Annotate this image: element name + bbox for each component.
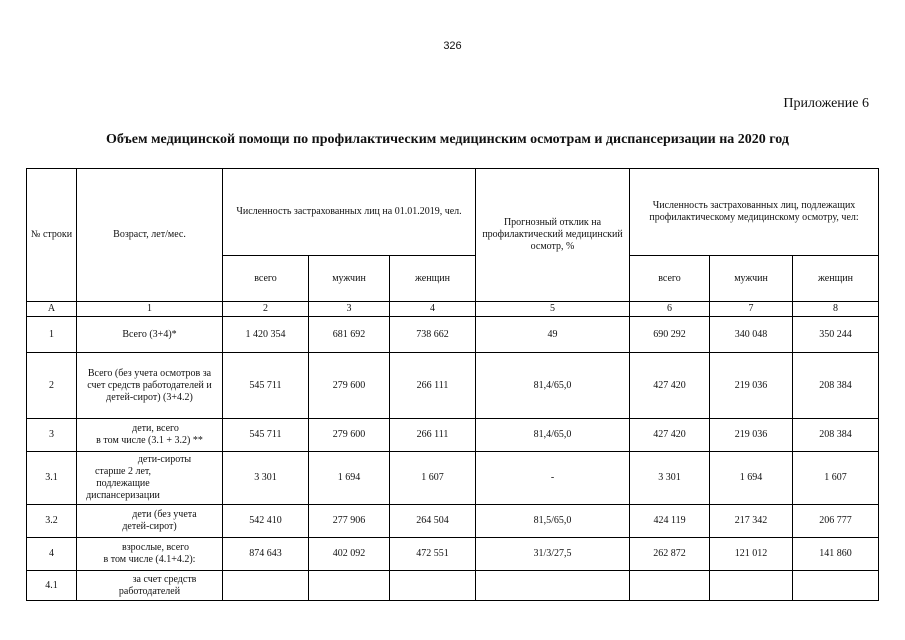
cell-subject-women: 141 860 bbox=[793, 538, 879, 571]
cell-subject-women: 208 384 bbox=[793, 353, 879, 419]
cell-subject-total: 427 420 bbox=[630, 419, 710, 452]
index-cell: 1 bbox=[77, 302, 223, 317]
row-number: 4.1 bbox=[27, 571, 77, 601]
header-subject-men: мужчин bbox=[710, 256, 793, 302]
cell-subject-total: 690 292 bbox=[630, 317, 710, 353]
index-cell: 7 bbox=[710, 302, 793, 317]
cell-insured-total: 874 643 bbox=[223, 538, 309, 571]
cell-insured-total: 545 711 bbox=[223, 419, 309, 452]
document-title: Объем медицинской помощи по профилактическим медицинским осмотрам и диспансеризации на 2020 год bbox=[106, 132, 789, 147]
cell-subject-total: 3 301 bbox=[630, 452, 710, 505]
cell-subject-total: 424 119 bbox=[630, 505, 710, 538]
cell-insured-total bbox=[223, 571, 309, 601]
index-cell: А bbox=[27, 302, 77, 317]
cell-insured-women: 266 111 bbox=[390, 353, 476, 419]
header-response: Прогнозный отклик на профилактический медицинский осмотр, % bbox=[476, 169, 630, 302]
cell-insured-women: 472 551 bbox=[390, 538, 476, 571]
cell-insured-men: 402 092 bbox=[309, 538, 390, 571]
cell-insured-men: 279 600 bbox=[309, 353, 390, 419]
row-age-line2: в том числе (4.1+4.2): bbox=[103, 554, 196, 565]
cell-subject-men: 121 012 bbox=[710, 538, 793, 571]
header-subject-women: женщин bbox=[793, 256, 879, 302]
cell-insured-men: 1 694 bbox=[309, 452, 390, 505]
table-row bbox=[27, 505, 879, 538]
table-row bbox=[27, 419, 879, 452]
row-age bbox=[77, 419, 223, 452]
index-cell: 6 bbox=[630, 302, 710, 317]
row-age: Всего (без учета осмотров за счет средств работодателей и детей-сирот) (3+4.2) bbox=[77, 353, 223, 419]
row-age bbox=[77, 571, 223, 601]
header-insured-men: мужчин bbox=[309, 256, 390, 302]
appendix-label: Приложение 6 bbox=[783, 96, 869, 111]
data-table bbox=[26, 168, 879, 601]
row-age-line2: в том числе (3.1 + 3.2) ** bbox=[96, 435, 203, 446]
cell-response: 31/3/27,5 bbox=[476, 538, 630, 571]
row-age-line2: старше 2 лет, подлежащие диспансеризации bbox=[86, 466, 160, 501]
cell-response: 81,5/65,0 bbox=[476, 505, 630, 538]
cell-insured-total: 3 301 bbox=[223, 452, 309, 505]
row-number: 4 bbox=[27, 538, 77, 571]
cell-subject-women: 1 607 bbox=[793, 452, 879, 505]
cell-subject-total bbox=[630, 571, 710, 601]
table-row bbox=[27, 538, 879, 571]
row-number: 3 bbox=[27, 419, 77, 452]
row-number: 1 bbox=[27, 317, 77, 353]
row-number: 3.1 bbox=[27, 452, 77, 505]
page-number: 326 bbox=[443, 40, 462, 52]
cell-subject-men: 1 694 bbox=[710, 452, 793, 505]
row-age-line1: дети-сироты bbox=[137, 454, 192, 465]
row-age-line1: за счет средств bbox=[132, 573, 197, 585]
index-cell: 8 bbox=[793, 302, 879, 317]
cell-response: - bbox=[476, 452, 630, 505]
cell-insured-men: 277 906 bbox=[309, 505, 390, 538]
cell-subject-men: 219 036 bbox=[710, 419, 793, 452]
row-age bbox=[77, 452, 223, 505]
row-age-line1: дети (без учета bbox=[132, 509, 197, 520]
cell-insured-total: 1 420 354 bbox=[223, 317, 309, 353]
index-cell: 4 bbox=[390, 302, 476, 317]
header-age: Возраст, лет/мес. bbox=[77, 169, 223, 302]
table-row bbox=[27, 571, 879, 601]
table-row bbox=[27, 353, 879, 419]
cell-insured-women bbox=[390, 571, 476, 601]
cell-insured-total: 542 410 bbox=[223, 505, 309, 538]
index-cell: 3 bbox=[309, 302, 390, 317]
table-row bbox=[27, 452, 879, 505]
cell-subject-women bbox=[793, 571, 879, 601]
index-cell: 5 bbox=[476, 302, 630, 317]
row-number: 2 bbox=[27, 353, 77, 419]
cell-insured-women: 1 607 bbox=[390, 452, 476, 505]
cell-insured-total: 545 711 bbox=[223, 353, 309, 419]
row-age-line1: взрослые, всего bbox=[121, 542, 190, 553]
cell-response bbox=[476, 571, 630, 601]
cell-subject-total: 262 872 bbox=[630, 538, 710, 571]
cell-subject-total: 427 420 bbox=[630, 353, 710, 419]
row-age-line2: работодателей bbox=[118, 585, 181, 597]
header-subject-total: всего bbox=[630, 256, 710, 302]
cell-response: 49 bbox=[476, 317, 630, 353]
row-age bbox=[77, 538, 223, 571]
cell-insured-men: 681 692 bbox=[309, 317, 390, 353]
row-age bbox=[77, 505, 223, 538]
cell-insured-women: 264 504 bbox=[390, 505, 476, 538]
header-insured-total: всего bbox=[223, 256, 309, 302]
cell-insured-men bbox=[309, 571, 390, 601]
cell-response: 81,4/65,0 bbox=[476, 353, 630, 419]
header-insured-women: женщин bbox=[390, 256, 476, 302]
cell-subject-women: 206 777 bbox=[793, 505, 879, 538]
row-number: 3.2 bbox=[27, 505, 77, 538]
table-row bbox=[27, 317, 879, 353]
header-row-no: № строки bbox=[27, 169, 77, 302]
row-age: Всего (3+4)* bbox=[77, 317, 223, 353]
cell-subject-men: 217 342 bbox=[710, 505, 793, 538]
index-row bbox=[27, 302, 879, 317]
header-insured: Численность застрахованных лиц на 01.01.2019, чел. bbox=[223, 169, 476, 256]
cell-insured-women: 738 662 bbox=[390, 317, 476, 353]
cell-subject-women: 208 384 bbox=[793, 419, 879, 452]
index-cell: 2 bbox=[223, 302, 309, 317]
cell-insured-men: 279 600 bbox=[309, 419, 390, 452]
header-subject: Численность застрахованных лиц, подлежащих профилактическому медицинскому осмотру, чел: bbox=[630, 169, 879, 256]
cell-subject-men: 219 036 bbox=[710, 353, 793, 419]
cell-subject-men: 340 048 bbox=[710, 317, 793, 353]
row-age-line2: детей-сирот) bbox=[122, 521, 177, 532]
row-age-line1: дети, всего bbox=[132, 423, 179, 434]
cell-subject-men bbox=[710, 571, 793, 601]
cell-insured-women: 266 111 bbox=[390, 419, 476, 452]
cell-subject-women: 350 244 bbox=[793, 317, 879, 353]
cell-response: 81,4/65,0 bbox=[476, 419, 630, 452]
